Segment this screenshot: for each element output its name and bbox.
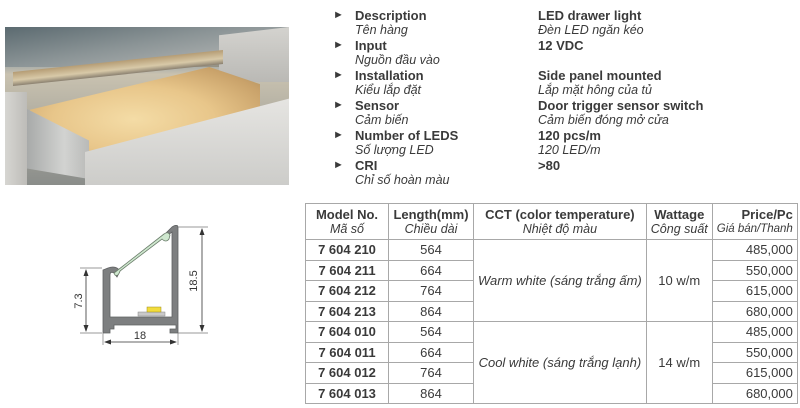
spec-label: CRI: [355, 158, 378, 173]
header-cct: CCT (color temperature) Nhiệt độ màu: [474, 204, 647, 240]
spec-value-vi: Cảm biến đóng mở cửa: [538, 113, 669, 127]
table-header-row: [306, 204, 798, 240]
price-cell: 550,000: [712, 342, 797, 363]
spec-value: 120 pcs/m: [538, 128, 601, 143]
header-wattage: Wattage Công suất: [646, 204, 712, 240]
cct-cell-warm: Warm white (sáng trắng ấm): [474, 240, 647, 322]
price-cell: 485,000: [712, 322, 797, 343]
spec-value: Door trigger sensor switch: [538, 98, 704, 113]
spec-label-vi: Kiểu lắp đặt: [355, 83, 422, 97]
spec-input: [333, 38, 793, 68]
spec-label: Number of LEDS: [355, 128, 459, 143]
header-price: Price/Pc Giá bán/Thanh: [712, 204, 797, 240]
cabinet-panel: [219, 27, 289, 82]
price-table: [305, 203, 798, 404]
wattage-cell-warm: 10 w/m: [646, 240, 712, 322]
spec-value: >80: [538, 158, 561, 173]
bullet-arrow-icon: ►: [333, 69, 344, 81]
aluminium-profile: [103, 225, 178, 333]
spec-label-vi: Tên hàng: [355, 23, 408, 37]
model-cell: 7 604 212: [306, 281, 389, 302]
spec-sensor: [333, 98, 793, 128]
spec-label-vi: Chỉ số hoàn màu: [355, 173, 450, 187]
spec-installation: [333, 68, 793, 98]
length-cell: 764: [389, 363, 474, 384]
spec-label-vi: Số lượng LED: [355, 143, 434, 157]
model-cell: 7 604 012: [306, 363, 389, 384]
model-cell: 7 604 013: [306, 383, 389, 404]
bullet-arrow-icon: ►: [333, 39, 344, 51]
model-cell: 7 604 213: [306, 301, 389, 322]
price-cell: 680,000: [712, 301, 797, 322]
spec-description: [333, 8, 793, 38]
spec-value: Side panel mounted: [538, 68, 662, 83]
spec-value-vi: Đèn LED ngăn kéo: [538, 23, 644, 37]
bullet-arrow-icon: ►: [333, 99, 344, 111]
price-cell: 615,000: [712, 363, 797, 384]
length-cell: 864: [389, 301, 474, 322]
spec-label: Sensor: [355, 98, 400, 113]
spec-value: 12 VDC: [538, 38, 584, 53]
table-row: [306, 240, 798, 261]
length-cell: 764: [389, 281, 474, 302]
led-chip-icon: [147, 307, 161, 312]
spec-label-vi: Cảm biến: [355, 113, 409, 127]
spec-value: LED drawer light: [538, 8, 642, 23]
model-cell: 7 604 211: [306, 260, 389, 281]
price-cell: 680,000: [712, 383, 797, 404]
bullet-arrow-icon: ►: [333, 159, 344, 171]
table-row: [306, 322, 798, 343]
dimension-width-label: 18: [133, 330, 147, 342]
price-cell: 615,000: [712, 281, 797, 302]
dimension-lower-label: 7.3: [73, 293, 85, 309]
bullet-arrow-icon: ►: [333, 9, 344, 21]
wattage-cell-cool: 14 w/m: [646, 322, 712, 404]
spec-label: Installation: [355, 68, 424, 83]
model-cell: 7 604 010: [306, 322, 389, 343]
spec-value-vi: Lắp mặt hông của tủ: [538, 83, 652, 97]
dimension-height-label: 18.5: [188, 270, 200, 292]
diffuser-cover: [114, 233, 170, 276]
spec-list: [333, 8, 793, 188]
spec-number-of-leds: [333, 128, 793, 158]
spec-label: Description: [355, 8, 427, 23]
header-model: Model No. Mã số: [306, 204, 389, 240]
cabinet-side: [5, 92, 27, 185]
length-cell: 564: [389, 322, 474, 343]
spec-value-vi: 120 LED/m: [538, 143, 601, 157]
length-cell: 664: [389, 342, 474, 363]
spec-cri: [333, 158, 793, 188]
spec-label: Input: [355, 38, 387, 53]
length-cell: 864: [389, 383, 474, 404]
price-cell: 550,000: [712, 260, 797, 281]
bullet-arrow-icon: ►: [333, 129, 344, 141]
header-length: Length(mm) Chiều dài: [389, 204, 474, 240]
profile-cross-section-diagram: [60, 225, 220, 345]
cct-cell-cool: Cool white (sáng trắng lạnh): [474, 322, 647, 404]
length-cell: 564: [389, 240, 474, 261]
spec-label-vi: Nguồn đầu vào: [355, 53, 440, 67]
model-cell: 7 604 210: [306, 240, 389, 261]
price-cell: 485,000: [712, 240, 797, 261]
model-cell: 7 604 011: [306, 342, 389, 363]
length-cell: 664: [389, 260, 474, 281]
product-photo: [5, 27, 289, 185]
